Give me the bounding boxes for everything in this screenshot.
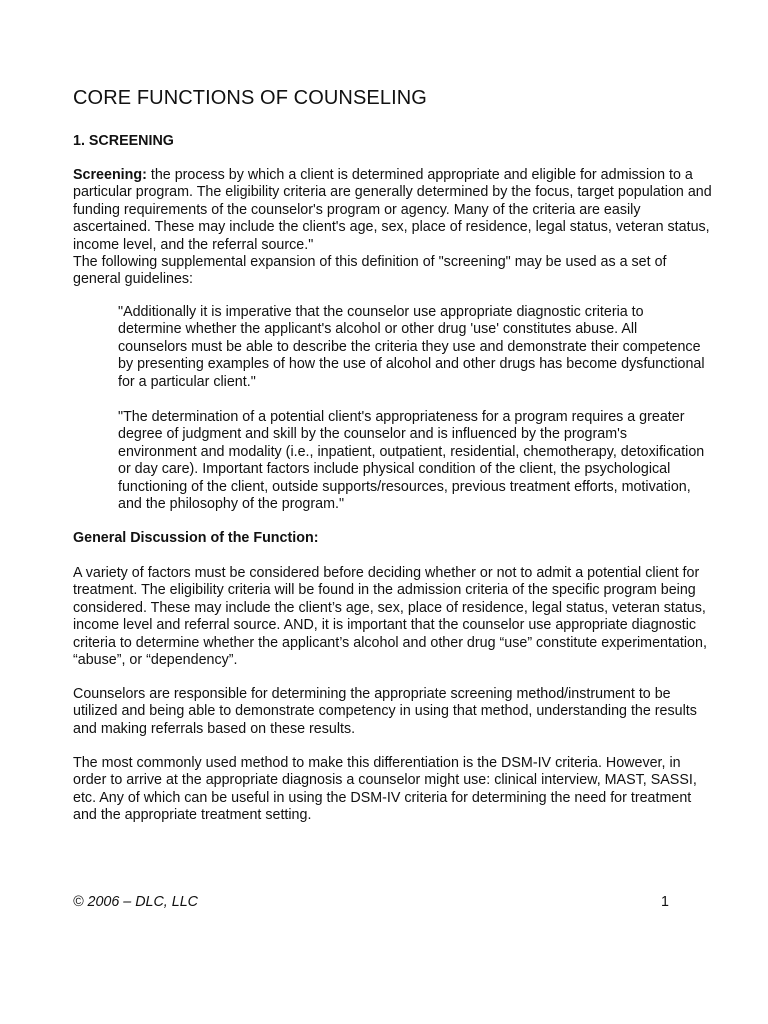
discussion-heading: General Discussion of the Function: bbox=[73, 530, 319, 546]
footer-copyright: © 2006 – DLC, LLC bbox=[73, 894, 198, 910]
quote-block: "Additionally it is imperative that the counselor use appropriate diagnostic criteria to determine whether the applicant's alcohol or other drug 'use' constitutes abuse. All counselors must be able to describe the criteria they use and demonstrate their competence by presenting examples of how the use of alcohol and other drugs has become dysfunctional for a particular client." bbox=[118, 304, 705, 390]
definition-paragraph bbox=[73, 167, 713, 289]
definition-text: the process by which a client is determined appropriate and eligible for admission to a particular program. The eligibility criteria are generally determined by the focus, target population and funding requirements of the counselor's program or agency. Many of the criteria are easily ascertained. These may include the client's age, sex, place of residence, legal status, veteran status, income level, and the referral source." bbox=[73, 167, 712, 253]
quote-block: "The determination of a potential client's appropriateness for a program requires a greater degree of judgment and skill by the counselor and is influenced by the program's environment and modality (i.e., inpatient, outpatient, residential, chemotherapy, detoxification or day care). Important factors include physical condition of the client, the psychological functioning of the client, outside supports/resources, previous treatment efforts, motivation, and the philosophy of the program." bbox=[118, 409, 705, 513]
page-title: CORE FUNCTIONS OF COUNSELING bbox=[73, 87, 427, 109]
body-paragraph: The most commonly used method to make this differentiation is the DSM-IV criteria. However, in order to arrive at the appropriate diagnosis a counselor might use: clinical interview, MAST, SASSI, etc. Any of which can be useful in using the DSM-IV criteria for determining the need for treatment and the appropriate treatment setting. bbox=[73, 755, 697, 824]
body-paragraph: A variety of factors must be considered before deciding whether or not to admit a potential client for treatment. The eligibility criteria will be found in the admission criteria of the specific program being considered. These may include the client’s age, sex, place of residence, legal status, veteran status, income level and referral source. AND, it is important that the counselor use appropriate diagnostic criteria to determine whether the applicant’s alcohol and other drug “use” constitute experimentation, “abuse”, or “dependency”. bbox=[73, 565, 707, 669]
definition-term: Screening: bbox=[73, 167, 147, 183]
body-paragraph: Counselors are responsible for determining the appropriate screening method/instrument to be utilized and being able to demonstrate competency in using that method, understanding the results and making referrals based on these results. bbox=[73, 686, 697, 737]
definition-supplement: The following supplemental expansion of this definition of "screening" may be used as a set of general guidelines: bbox=[73, 254, 667, 288]
page-number: 1 bbox=[661, 894, 669, 910]
section-heading: 1. SCREENING bbox=[73, 133, 174, 149]
